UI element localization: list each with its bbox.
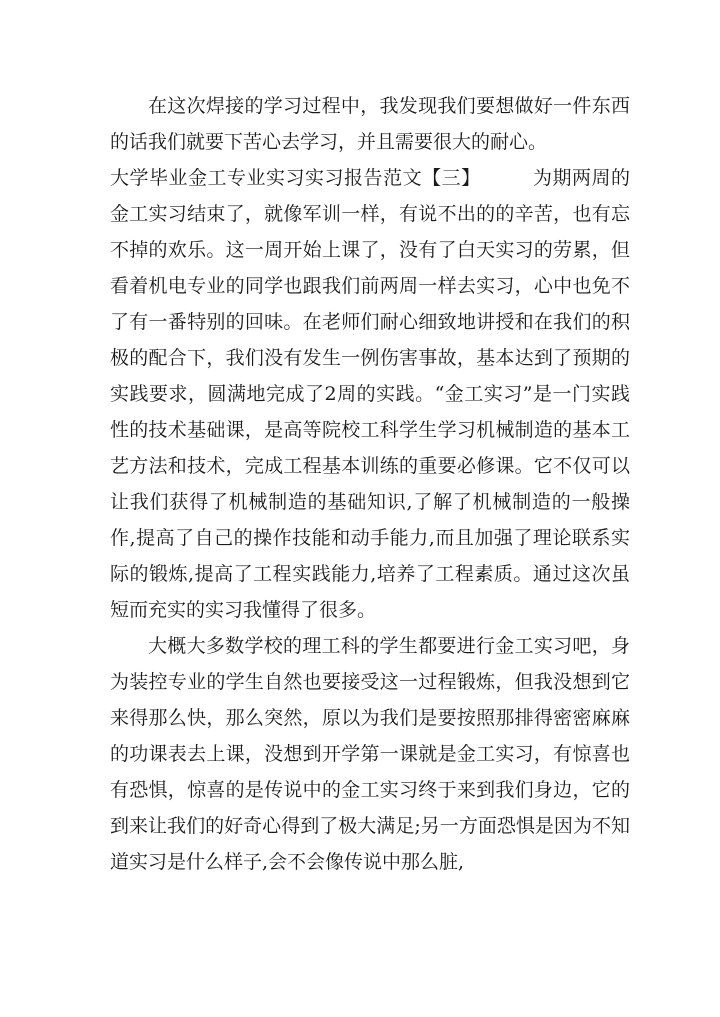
document-body [110,88,630,880]
report-heading: 大学毕业金工专业实习实习报告范文【三】 [110,167,481,189]
paragraph-majority: 大概大多数学校的理工科的学生都要进行金工实习吧，身为装控专业的学生自然也要接受这一过程锻炼，但我没想到它来得那么快，那么突然，原以为我们是要按照那排得密密麻麻的功课表去上课，没想到开学第一课就是金工实习，有惊喜也有恐惧，惊喜的是传说中的金工实习终于来到我们身边，它的到来让我们的好奇心得到了极大满足;另一方面恐惧是因为不知道实习是什么样子,会不会像传说中那么脏, [110,635,630,873]
report-body-text: 为期两周的金工实习结束了，就像军训一样，有说不出的的辛苦，也有忘不掉的欢乐。这一周开始上课了，没有了白天实习的劳累，但看着机电专业的同学也跟我们前两周一样去实习，心中也免不了有一番特别的回味。在老师们耐心细致地讲授和在我们的积极的配合下，我们没有发生一例伤害事故，基本达到了预期的实践要求，圆满地完成了2周的实践。“金工实习”是一门实践性的技术基础课，是高等院校工科学生学习机械制造的基本工艺方法和技术，完成工程基本训练的重要必修课。它不仅可以让我们获得了机械制造的基础知识,了解了机械制造的一般操作,提高了自己的操作技能和动手能力,而且加强了理论联系实际的锻炼,提高了工程实践能力,培养了工程素质。通过这次虽短而充实的实习我懂得了很多。 [110,167,630,621]
paragraph-welding: 在这次焊接的学习过程中，我发现我们要想做好一件东西的话我们就要下苦心去学习，并且需要很大的耐心。 [110,95,630,153]
heading-gap [481,167,533,189]
paragraph-report-three [110,160,630,628]
